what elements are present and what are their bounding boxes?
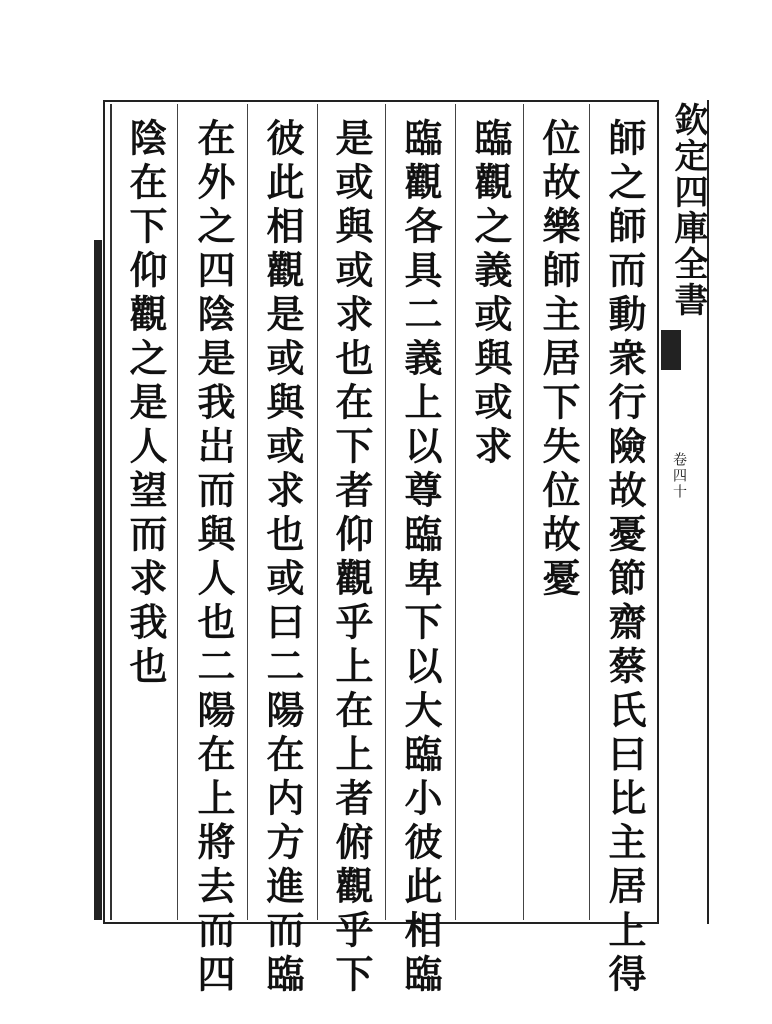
column-rule xyxy=(177,104,178,920)
text-column-4: 臨觀各具二義上以尊臨卑下以大臨小彼此相臨 xyxy=(398,118,443,998)
spine-title: 欽定四庫全書 xyxy=(668,102,708,318)
left-edge-shadow xyxy=(94,240,102,920)
column-rule xyxy=(523,104,524,920)
text-column-8: 陰在下仰觀之是人望而求我也 xyxy=(123,118,168,690)
spine-fish-tail-mark xyxy=(661,330,681,370)
text-column-7: 在外之四陰是我岀而與人也二陽在上將去而四 xyxy=(191,118,236,998)
column-rule xyxy=(247,104,248,920)
inner-left-rule xyxy=(110,104,112,920)
spine-volume-number: 卷四十 xyxy=(671,452,687,500)
text-column-1: 師之師而動衆行險故憂節齋蔡氏曰比主居上得 xyxy=(602,118,647,998)
text-column-5: 是或與或求也在下者仰觀乎上在上者俯觀乎下 xyxy=(329,118,374,998)
text-column-2: 位故樂師主居下失位故憂 xyxy=(536,118,581,602)
column-rule xyxy=(455,104,456,920)
column-rule xyxy=(317,104,318,920)
text-column-6: 彼此相觀是或與或求也或曰二陽在内方進而臨 xyxy=(260,118,305,998)
column-rule xyxy=(589,104,590,920)
text-column-3: 臨觀之義或與或求 xyxy=(468,118,513,470)
column-rule xyxy=(385,104,386,920)
